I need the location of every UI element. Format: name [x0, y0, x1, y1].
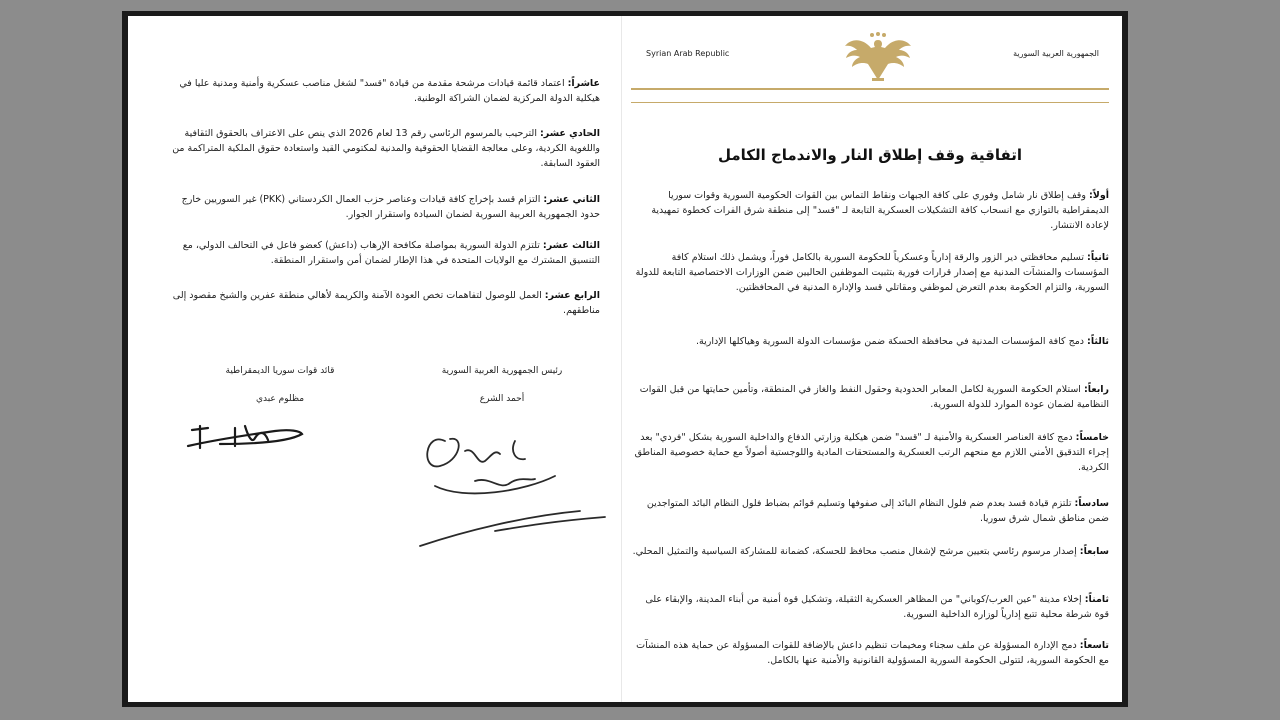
header-rule-top	[631, 88, 1109, 90]
sdf-name: مظلوم عبدي	[255, 394, 305, 404]
clause-10: عاشراً: اعتماد قائمة قيادات مرشحة مقدمة من قيادة "قسد" لشغل مناصب عسكرية وأمنية ومدنية عليا في هيكلية الدولة المركزية لضمان الشراكة الوطنية.	[179, 78, 600, 104]
president-name: أحمد الشرع	[479, 394, 525, 404]
header-arabic: الجمهورية العربية السورية	[1013, 49, 1099, 58]
clause-12: الثاني عشر: التزام قسد بإخراج كافة قيادات وعناصر حزب العمال الكردستاني (PKK) غير السوريين خارج حدود الجمهورية العربية السورية لضمان السيادة واستقرار الجوار.	[181, 194, 600, 220]
document-paper	[128, 16, 1122, 702]
clause-11: الحادي عشر: الترحيب بالمرسوم الرئاسي رقم 13 لعام 2026 الذي ينص على الاعتراف بالحقوق الثقافية واللغوية الكردية، وعلى معالجة القضايا الحقوقية والمدنية لمكتومي القيد واستعادة حقوق الملكية المتراكمة من العقود السابقة.	[172, 128, 600, 169]
president-title: رئيس الجمهورية العربية السورية	[441, 366, 563, 376]
clause-13: الثالث عشر: تلتزم الدولة السورية بمواصلة مكافحة الإرهاب (داعش) كعضو فاعل في التحالف الدولي، مع التنسيق المشترك مع الولايات المتحدة في هذا الإطار لضمان أمن واستقرار المنطقة.	[182, 240, 600, 266]
page-right	[631, 16, 1109, 702]
sdf-signature	[180, 416, 310, 456]
page-fold	[621, 16, 622, 702]
clause-1: أولاً: وقف إطلاق نار شامل وفوري على كافة الجبهات ونقاط التماس بين القوات الحكومية السورية وقوات سوريا الديمقراطية بالتوازي مع انسحاب كافة التشكيلات العسكرية التابعة لـ "قسد" إلى منطقة شرق الفرات كخطوة تمهيدية لإعادة الانتشار.	[651, 190, 1109, 231]
clause-8: ثامناً: إخلاء مدينة "عين العرب/كوباني" من المظاهر العسكرية الثقيلة، وتشكيل قوة أمنية من أبناء المدينة، والإبقاء على قوة شرطة محلية تتبع إدارياً لوزارة الداخلية السورية.	[645, 594, 1109, 620]
header-rule-bottom	[631, 102, 1109, 103]
sdf-title: قائد قوات سوريا الديمقراطية	[225, 366, 335, 376]
agreement-title: اتفاقية وقف إطلاق النار والاندماج الكامل	[717, 146, 1023, 164]
president-signature	[405, 421, 610, 551]
clause-5: خامساً: دمج كافة العناصر العسكرية والأمنية لـ "قسد" ضمن هيكلية وزارتي الدفاع والداخلية السورية بشكل "فردي" بعد إجراء التدقيق الأمني اللازم مع منحهم الرتب العسكرية والمستحقات المادية واللوجستية أصولاً مع حماية خصوصية المناطق الكردية.	[634, 432, 1109, 473]
clause-4: رابعاً: استلام الحكومة السورية لكامل المعابر الحدودية وحقول النفط والغاز في المنطقة، وتأمين حمايتها من قبل القوات النظامية لضمان عودة الموارد للدولة السورية.	[639, 384, 1109, 410]
clause-6: سادساً: تلتزم قيادة قسد بعدم ضم فلول النظام البائد إلى صفوفها وتسليم قوائم بضباط فلول النظام البائد المتواجدين ضمن مناطق شمال شرق سوريا.	[646, 498, 1109, 524]
page-left	[150, 16, 600, 702]
header-english: Syrian Arab Republic	[646, 49, 730, 58]
clause-3: ثالثاً: دمج كافة المؤسسات المدنية في محافظة الحسكة ضمن مؤسسات الدولة السورية وهياكلها الإدارية.	[696, 336, 1109, 347]
clause-7: سابعاً: إصدار مرسوم رئاسي بتعيين مرشح لإشغال منصب محافظ للحسكة، كضمانة للمشاركة السياسية والتمثيل المحلي.	[632, 546, 1109, 557]
clause-2: ثانياً: تسليم محافظتي دير الزور والرقة إدارياً وعسكرياً للحكومة السورية بالكامل فوراً، ويشمل ذلك استلام كافة المؤسسات والمنشآت المدنية مع إصدار قرارات فورية بتثبيت الموظفين الحاليين ضمن الوزارات الاختصاصية التابعة للدولة السورية، والتزام الحكومة بعدم التعرض لموظفي ومقاتلي قسد والإدارة المدنية في المحافظتين.	[635, 252, 1109, 293]
clause-9: تاسعاً: دمج الإدارة المسؤولة عن ملف سجناء ومخيمات تنظيم داعش بالإضافة للقوات المسؤولة عن حماية هذه المنشآت مع الحكومة السورية، لتتولى الحكومة السورية المسؤولية القانونية والأمنية عنها بالكامل.	[636, 640, 1109, 666]
clause-14: الرابع عشر: العمل للوصول لتفاهمات تخص العودة الآمنة والكريمة لأهالي منطقة عفرين والشيخ مقصود إلى مناطقهم.	[172, 290, 600, 316]
eagle-emblem-icon	[843, 28, 913, 86]
